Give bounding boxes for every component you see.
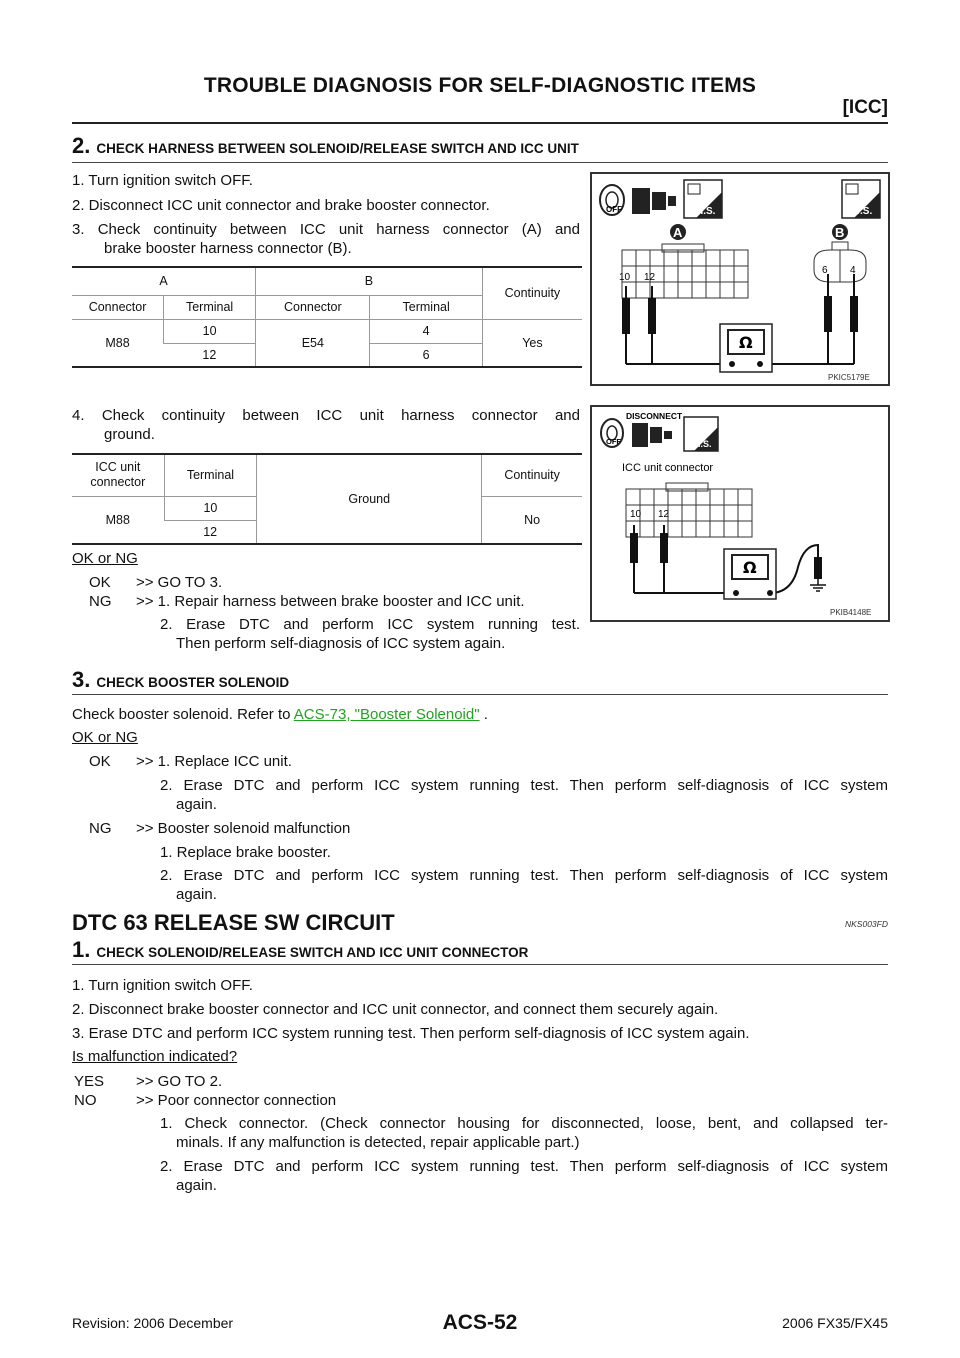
svg-text:OFF: OFF <box>606 437 621 446</box>
ng-action-2: 2. Erase DTC and perform ICC system running test. <box>160 616 580 633</box>
col-a-header: A <box>72 267 256 295</box>
page-title: TROUBLE DIAGNOSIS FOR SELF-DIAGNOSTIC ITEMS <box>203 74 757 97</box>
figure-code: PKIC5179E <box>828 373 870 382</box>
svg-text:6: 6 <box>822 265 828 276</box>
svg-text:Ω: Ω <box>743 558 757 577</box>
connector-header: Connector <box>256 295 370 319</box>
svg-text:10: 10 <box>630 509 642 520</box>
icc-connector-header: ICC unit connector <box>72 454 164 496</box>
svg-text:OFF: OFF <box>606 205 622 214</box>
terminal-header: Terminal <box>164 454 257 496</box>
step-3-heading <box>72 667 289 693</box>
svg-text:DISCONNECT: DISCONNECT <box>626 411 683 421</box>
ground-wiring-svg <box>592 407 888 620</box>
no-action-2: 2. Erase DTC and perform ICC system running test. Then perform self-diagnosis of ICC system <box>160 1158 888 1175</box>
instruction-item: 3. Erase DTC and perform ICC system running test. Then perform self-diagnosis of ICC system again. <box>72 1025 750 1042</box>
connector-wiring-svg <box>592 174 888 384</box>
ignition-off-icon <box>601 419 623 447</box>
dtc-heading: DTC 63 RELEASE SW CIRCUIT <box>72 910 395 935</box>
instruction-item: 4. Check continuity between ICC unit harness connector and <box>72 407 580 424</box>
ng-action-3-cont: again. <box>176 886 217 903</box>
harness-diagram-2 <box>590 405 890 622</box>
svg-text:12: 12 <box>644 272 656 283</box>
disconnect-connector-icon <box>632 188 676 214</box>
no-action-2-cont: again. <box>176 1177 217 1194</box>
ok-action: >> 1. Replace ICC unit. <box>136 753 292 770</box>
step-number: 2. <box>72 133 91 158</box>
ok-label: OK <box>89 753 111 770</box>
continuity-header: Continuity <box>482 267 582 319</box>
harness-side-icon <box>684 417 718 451</box>
continuity-table-2 <box>72 453 582 545</box>
instruction-item: 1. Turn ignition switch OFF. <box>72 977 253 994</box>
header-rule <box>72 122 888 124</box>
svg-text:H.S.: H.S. <box>694 439 712 449</box>
terminal-cell: 12 <box>164 520 257 544</box>
svg-text:10: 10 <box>619 272 631 283</box>
ground-symbol-icon <box>810 579 826 591</box>
step-rule <box>72 694 888 695</box>
terminal-cell: 4 <box>370 319 482 343</box>
no-action: >> Poor connector connection <box>136 1092 337 1109</box>
continuity-cell: No <box>482 496 582 544</box>
terminal-cell: 6 <box>370 343 482 367</box>
icc-connector-grid <box>626 483 752 537</box>
ng-action-2: 1. Replace brake booster. <box>160 844 331 861</box>
ok-label: OK <box>89 574 111 591</box>
ok-or-ng-label: OK or NG <box>72 729 138 746</box>
instruction-item-cont: ground. <box>104 426 155 443</box>
instruction-item: 1. Turn ignition switch OFF. <box>72 172 253 189</box>
col-b-header: B <box>256 267 483 295</box>
reference-line: Check booster solenoid. Refer to ACS-73, "Booster Solenoid" . <box>72 706 488 723</box>
connector-header: Connector <box>72 295 164 319</box>
terminal-header: Terminal <box>370 295 482 319</box>
ok-action-2-cont: again. <box>176 796 217 813</box>
ground-cell: Ground <box>257 454 482 544</box>
figure-code: PKIB4148E <box>830 608 872 617</box>
connector-b-shape <box>814 242 866 282</box>
disconnect-connector-icon <box>632 423 672 447</box>
connector-cell: M88 <box>72 319 164 367</box>
svg-text:12: 12 <box>658 509 670 520</box>
continuity-header: Continuity <box>482 454 582 496</box>
ok-or-ng-label: OK or NG <box>72 550 138 567</box>
step-2-heading <box>72 133 579 159</box>
revision-text: Revision: 2006 December <box>72 1315 234 1331</box>
svg-text:Ω: Ω <box>739 333 753 352</box>
ohmmeter-icon <box>720 324 772 372</box>
step-title: CHECK BOOSTER SOLENOID <box>96 675 290 690</box>
harness-diagram-1 <box>590 172 890 386</box>
step-title: CHECK HARNESS BETWEEN SOLENOID/RELEASE SWITCH AND ICC UNIT <box>96 141 579 156</box>
harness-side-icon <box>684 180 722 218</box>
step-rule <box>72 162 888 163</box>
step-rule <box>72 964 888 965</box>
instruction-item: 2. Disconnect brake booster connector and ICC unit connector, and connect them securely again. <box>72 1001 719 1018</box>
instruction-item: 2. Disconnect ICC unit connector and brake booster connector. <box>72 197 490 214</box>
connector-a-grid <box>622 244 748 298</box>
no-label: NO <box>74 1092 97 1109</box>
ng-label: NG <box>89 820 112 837</box>
ohmmeter-icon <box>724 549 776 599</box>
svg-text:T.S.: T.S. <box>855 206 873 217</box>
booster-solenoid-link[interactable]: ACS-73, "Booster Solenoid" <box>293 706 480 723</box>
no-action-1-cont: minals. If any malfunction is detected, repair applicable part.) <box>176 1134 580 1151</box>
yes-label: YES <box>74 1073 105 1090</box>
svg-text:4: 4 <box>850 265 856 276</box>
model-text: 2006 FX35/FX45 <box>782 1315 888 1331</box>
terminal-side-icon <box>842 180 880 218</box>
ng-action-2-cont: Then perform self-diagnosis of ICC system again. <box>176 635 506 652</box>
page-number: ACS-52 <box>442 1311 518 1334</box>
step-title: CHECK SOLENOID/RELEASE SWITCH AND ICC UNIT CONNECTOR <box>96 945 529 960</box>
ok-action: >> GO TO 3. <box>136 574 223 591</box>
terminal-cell: 10 <box>164 319 256 343</box>
svg-text:A: A <box>673 225 683 240</box>
ok-action-2: 2. Erase DTC and perform ICC system running test. Then perform self-diagnosis of ICC system <box>160 777 888 794</box>
dtc-code: NKS003FD <box>845 919 888 929</box>
ng-action: >> Booster solenoid malfunction <box>136 820 351 837</box>
yes-action: >> GO TO 2. <box>136 1073 223 1090</box>
ng-action: >> 1. Repair harness between brake booster and ICC unit. <box>136 593 525 610</box>
step-number: 1. <box>72 937 91 962</box>
connector-cell: M88 <box>72 496 164 544</box>
continuity-table-1 <box>72 266 582 368</box>
instruction-item: 3. Check continuity between ICC unit harness connector (A) and <box>72 221 580 238</box>
connector-caption: ICC unit connector <box>622 462 714 474</box>
terminal-header: Terminal <box>164 295 256 319</box>
ng-action-3: 2. Erase DTC and perform ICC system running test. Then perform self-diagnosis of ICC system <box>160 867 888 884</box>
instruction-item-cont: brake booster harness connector (B). <box>104 240 352 257</box>
svg-text:H.S.: H.S. <box>696 206 716 217</box>
no-action-1: 1. Check connector. (Check connector housing for disconnected, loose, bent, and collapsed ter- <box>160 1115 888 1132</box>
question-label: Is malfunction indicated? <box>72 1048 238 1065</box>
section-tag: [ICC] <box>842 97 888 118</box>
terminal-cell: 12 <box>164 343 256 367</box>
ng-label: NG <box>89 593 112 610</box>
svg-text:B: B <box>835 225 845 240</box>
ignition-off-icon <box>600 185 624 215</box>
step-number: 3. <box>72 667 91 692</box>
step-1-heading <box>72 937 528 963</box>
connector-cell: E54 <box>256 319 370 367</box>
continuity-cell: Yes <box>482 319 582 367</box>
terminal-cell: 10 <box>164 496 257 520</box>
